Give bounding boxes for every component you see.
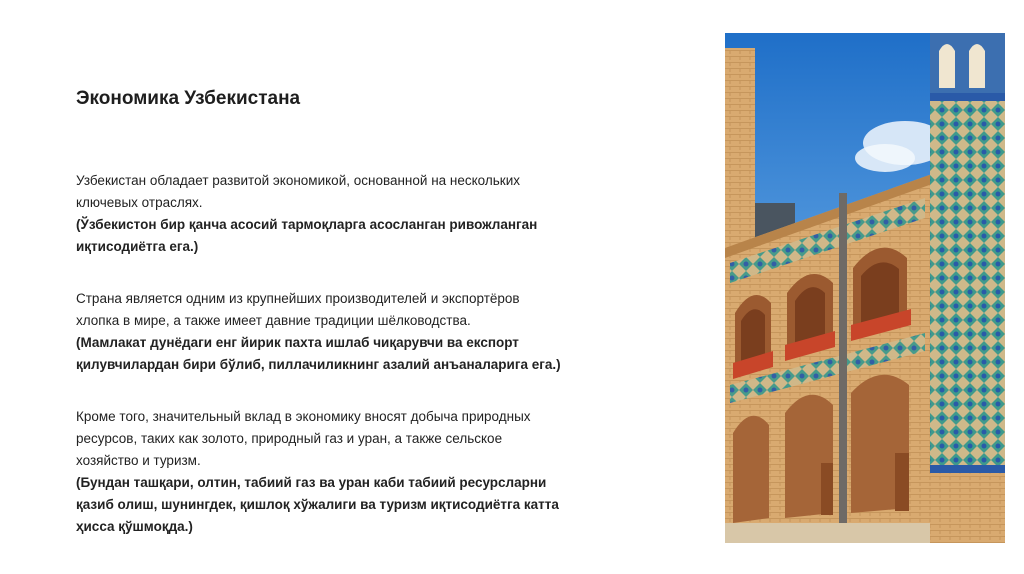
paragraph-1-uzbek: (Ўзбекистон бир қанча асосий тармоқларга асосланган ривожланган иқтисодиётга ега.) xyxy=(76,217,538,254)
paragraph-2-uzbek: (Мамлакат дунёдаги енг йирик пахта ишлаб чиқарувчи ва експорт қилувчилардан бири бўлиб, пиллачиликнинг азалий анъаналарига ега.) xyxy=(76,335,561,372)
paragraph-1 xyxy=(76,170,576,258)
paragraph-3-uzbek: (Бундан ташқари, олтин, табиий газ ва уран каби табиий ресурсларни қазиб олиш, шунингдек, қишлоқ хўжалиги ва туризм иқтисодиётга катта ҳисса қўшмоқда.) xyxy=(76,475,559,534)
slide-body xyxy=(76,170,576,568)
paragraph-2-russian: Страна является одним из крупнейших производителей и экспортёров хлопка в мире, а также имеет давние традиции шёлководства. xyxy=(76,291,520,328)
madrasa-illustration xyxy=(725,33,1005,543)
madrasa-courtyard-photo xyxy=(725,33,1005,543)
slide-title: Экономика Узбекистана xyxy=(76,88,301,109)
paragraph-1-russian: Узбекистан обладает развитой экономикой, основанной на нескольких ключевых отраслях. xyxy=(76,173,520,210)
paragraph-3 xyxy=(76,406,576,538)
paragraph-3-russian: Кроме того, значительный вклад в экономику вносят добыча природных ресурсов, таких как золото, природный газ и уран, а также сельское хозяйство и туризм. xyxy=(76,409,531,468)
paragraph-2 xyxy=(76,288,576,376)
